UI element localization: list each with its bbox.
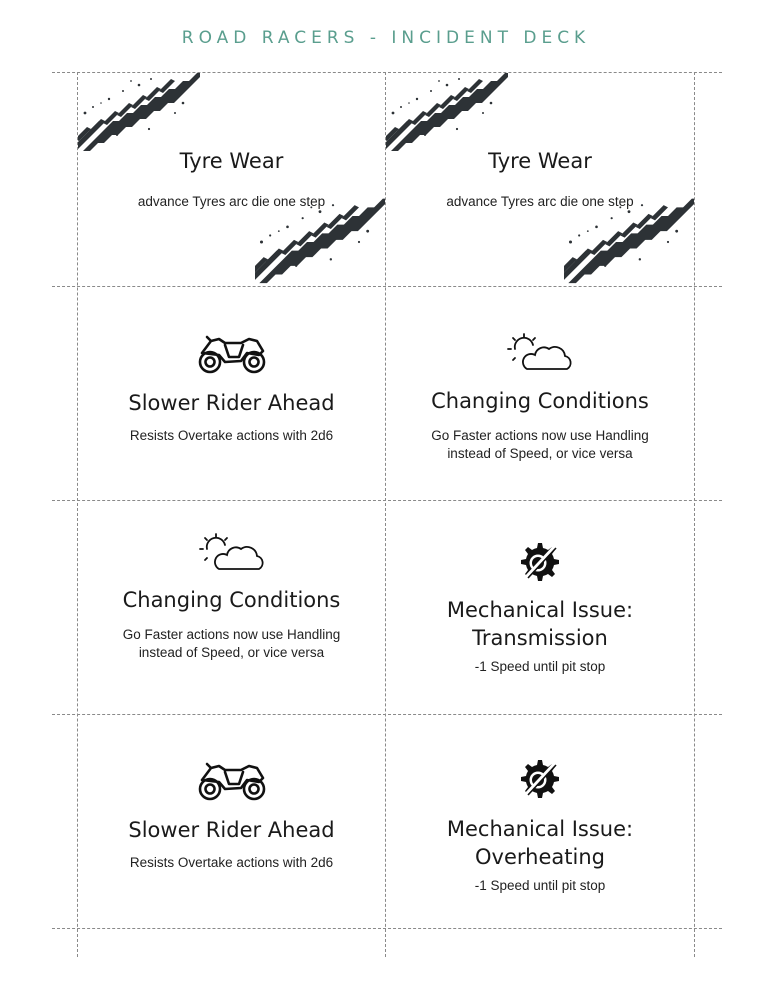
weather-sun-cloud-icon [197,531,267,575]
card-name: Slower Rider Ahead [128,818,335,842]
motorcycle-icon [197,331,267,375]
card-name: Tyre Wear [488,149,592,173]
incident-card [78,715,385,928]
broken-gear-icon [518,541,562,585]
weather-sun-cloud-icon [505,331,575,375]
incident-card [78,501,385,714]
cut-line [52,928,722,929]
incident-card [386,287,694,500]
motorcycle-icon [197,758,267,802]
tyre-tread-icon [255,198,385,286]
card-text: advance Tyres arc die one step [137,194,326,209]
tyre-tread-icon [564,198,694,286]
incident-card [386,715,694,928]
card-text: Go Faster actions now use Handling instead of Speed, or vice versa [431,428,649,461]
cut-line [694,72,695,957]
card-name: Changing Conditions [431,389,649,413]
tyre-tread-icon [386,73,508,153]
card-name: Tyre Wear [179,149,284,173]
deck-title: ROAD RACERS - INCIDENT DECK [181,28,591,48]
card-name: Mechanical Issue: Transmission [446,598,634,650]
card-name: Mechanical Issue: Overheating [446,817,634,869]
tyre-tread-icon [78,73,200,153]
incident-card [386,73,694,286]
incident-card [78,73,385,286]
card-name: Changing Conditions [122,588,341,612]
incident-card [386,501,694,714]
card-text: Resists Overtake actions with 2d6 [129,428,334,443]
incident-card [78,287,385,500]
card-text: Resists Overtake actions with 2d6 [129,855,334,870]
card-text: Go Faster actions now use Handling instead of Speed, or vice versa [122,627,341,660]
card-text: -1 Speed until pit stop [474,878,606,893]
card-text: advance Tyres arc die one step [446,194,634,209]
broken-gear-icon [518,758,562,802]
card-text: -1 Speed until pit stop [474,659,606,674]
card-name: Slower Rider Ahead [128,391,335,415]
